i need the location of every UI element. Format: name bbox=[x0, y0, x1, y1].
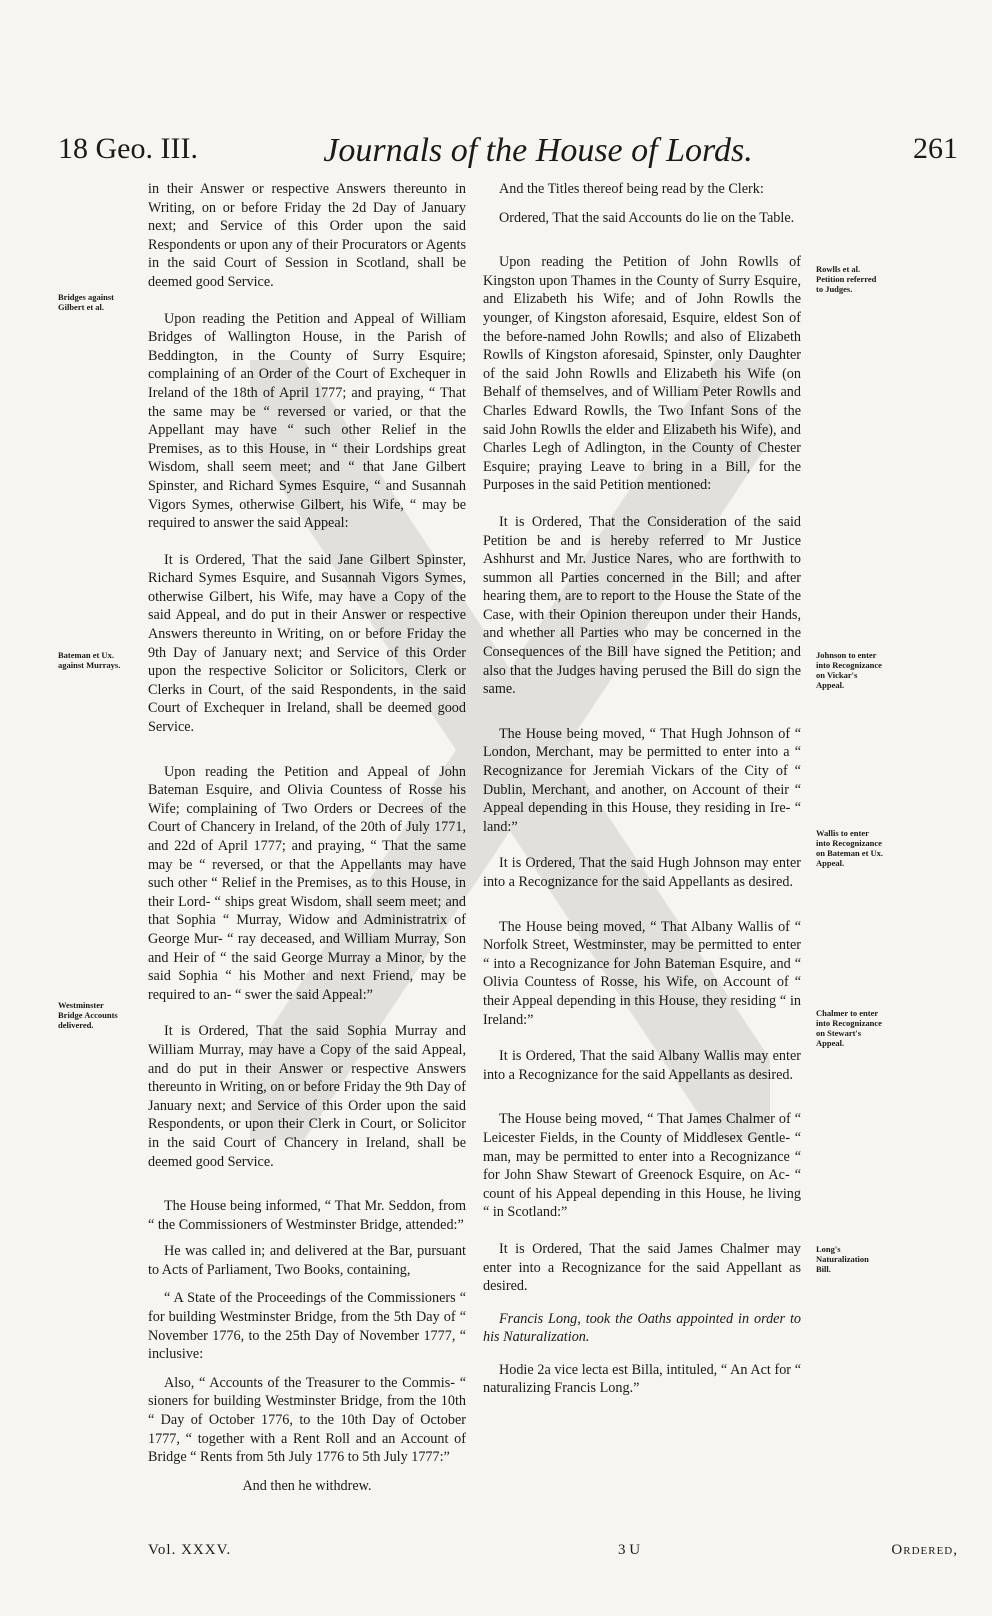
page-number: 261 bbox=[913, 132, 958, 165]
paragraph: And the Titles thereof being read by the Clerk: bbox=[499, 181, 764, 197]
paragraph: “ A State of the Proceedings of the Commissioners “ for building Westminster Bridge, from the 5th Day of “ November 1776, to the 25th Day of November 1777, “ inclusive: bbox=[148, 1290, 466, 1363]
margin-note: Bateman et Ux. against Murrays. bbox=[58, 650, 121, 670]
paragraph: in their Answer or respective Answers thereunto in Writing, on or before Friday the 2d Day of January next; and Service of this Order upon the said Respondents or upon any of their Procurators or Agents in the said Court of Session in Scotland, shall be deemed good Service. bbox=[148, 181, 466, 290]
margin-note: Wallis to enter into Recognizance on Bateman et Ux. Appeal. bbox=[816, 828, 884, 868]
paragraph: It is Ordered, That the said Sophia Murray and William Murray, may have a Copy of the said Appeal, and do put in their Answer or respective Answers thereunto in Writing, on or before Friday the 9th Day of January next; and Service of this Order upon the said Respondents, or upon their Clerk in Court, or Solicitor in the said Court of Chancery in Ireland, shall be deemed good Service. bbox=[148, 1023, 466, 1170]
signature-mark: 3 U bbox=[618, 1542, 641, 1558]
margin-note: Johnson to enter into Recognizance on Vickar's Appeal. bbox=[816, 650, 882, 690]
paragraph: Also, “ Accounts of the Treasurer to the Commis- “ sioners for building Westminster Bridge, from the 10th “ Day of October 1776, to the 10th Day of October 1777, “ together with a Rent Roll and an Account of Bridge “ Rents from 5th July 1776 to 5th July 1777:” bbox=[148, 1374, 466, 1466]
paragraph: Francis Long, took the Oaths appointed in order to his Naturalization. bbox=[483, 1310, 801, 1346]
paragraph: It is Ordered, That the Consideration of the said Petition be and is hereby referred to Mr Justice Ashhurst and Mr. Justice Nares, who are forthwith to summon all Parties concerned in the Bill; and after hearing them, are to report to the House the State of the Case, with their Opinion thereupon under their Hands, and whether all Parties who may be concerned in the Consequences of the Bill have signed the Petition; and also that the Judges having perused the Bill do sign the same. bbox=[483, 513, 801, 698]
paragraph: It is Ordered, That the said Hugh Johnson may enter into a Recognizance for the said Appellants as desired. bbox=[483, 855, 801, 890]
catchword: Ordered, bbox=[891, 1542, 958, 1558]
paragraph: Upon reading the Petition and Appeal of William Bridges of Wallington House, in the Parish of Beddington, in the County of Surry Esquire; complaining of an Order of the Court of Exchequer in Ireland of the 18th of April 1777; and praying, “ That the same may be “ reversed or varied, or that the Appellant may have “ such other Relief in the Premises, as to this House, in “ their Lordships great Wisdom, shall seem meet; and “ that Jane Gilbert Spinster, and Richard Symes Esquire, “ and Susannah Vigors Symes, otherwise Gilbert, his Wife, “ may be required to answer the said Appeal: bbox=[148, 310, 466, 532]
volume-number: Vol. XXXV. bbox=[148, 1542, 232, 1558]
right-column bbox=[483, 180, 801, 1416]
paragraph: The House being moved, “ That James Chalmer of “ Leicester Fields, in the County of Middlesex Gentle- “ man, may be permitted to enter into a Recognizance “ for John Shaw Stewart of Greenock Esquire, on Ac- “ count of his Appeal depending in this House, he living “ in Scotland:” bbox=[483, 1111, 801, 1221]
paragraph: Upon reading the Petition and Appeal of John Bateman Esquire, and Olivia Countess of Rosse his Wife; complaining of Two Orders or Decrees of the Court of Chancery in Ireland, of the 20th of July 1771, and 22d of April 1777; and praying, “ That the same may be “ reversed, or that the Appellants may have such other “ Relief in the Premises, as to this House, in their Lord- “ ships great Wisdom, shall seem meet; and that Sophia “ Murray, Widow and Administratrix of George Mur- “ ray deceased, and William Murray, Son and Heir of “ the said George Murray a Minor, by the said Sophia “ his Mother and next Friend, may be required to an- “ swer the said Appeal:” bbox=[148, 763, 466, 1003]
journal-title: Journals of the House of Lords. bbox=[323, 132, 753, 169]
page-header bbox=[58, 132, 958, 176]
page-footer bbox=[148, 1542, 958, 1566]
regnal-year: 18 Geo. III. bbox=[58, 132, 198, 165]
paragraph: It is Ordered, That the said Albany Wallis may enter into a Recognizance for the said Appellants as desired. bbox=[483, 1048, 801, 1083]
paragraph: The House being informed, “ That Mr. Seddon, from “ the Commissioners of Westminster Bridge, attended:” bbox=[148, 1198, 466, 1233]
paragraph: Ordered, That the said Accounts do lie on the Table. bbox=[499, 209, 795, 226]
paragraph: It is Ordered, That the said Jane Gilbert Spinster, Richard Symes Esquire, and Susannah Vigors Symes, otherwise Gilbert, his Wife, may have a Copy of the said Appeal, and do put in their Answer or respective Answers thereunto in Writing, on or before Friday the 9th Day of January next; and Service of this Order upon the respective Solicitor or Solicitors, Clerk or Clerks in Court, of the said Respondents, in the said Court of Exchequer in Ireland, shall be deemed good Service. bbox=[148, 551, 466, 736]
margin-note: Chalmer to enter into Recognizance on Stewart's Appeal. bbox=[816, 1008, 882, 1048]
left-column bbox=[148, 180, 466, 1513]
margin-note: Bridges against Gilbert et al. bbox=[58, 292, 114, 312]
paragraph: And then he withdrew. bbox=[242, 1477, 372, 1494]
margin-note: Rowlls et al. Petition referred to Judges. bbox=[816, 264, 877, 294]
paragraph: Hodie 2a vice lecta est Billa, intituled, “ An Act for “ naturalizing Francis Long.” bbox=[483, 1361, 801, 1397]
margin-note: Westminster Bridge Accounts delivered. bbox=[58, 1000, 118, 1030]
paragraph: Upon reading the Petition of John Rowlls of Kingston upon Thames in the County of Surry Esquire, and Elizabeth his Wife; and of John Rowlls the younger, of Kingston aforesaid, Esquire, eldest Son of the before-named John Rowlls; and also of Elizabeth Rowlls of Kingston aforesaid, Spinster, only Daughter of the said John Rowlls and Elizabeth his Wife (on Behalf of themselves, and of William Peter Rowlls and Charles Edward Rowlls, the Two Infant Sons of the said John Rowlls the elder and Elizabeth his Wife), and Charles Legh of Adlington, in the County of Chester Esquire; praying Leave to bring in a Bill, for the Purposes in the said Petition mentioned: bbox=[483, 254, 801, 494]
paragraph: He was called in; and delivered at the Bar, pursuant to Acts of Parliament, Two Books, containing, bbox=[148, 1243, 466, 1278]
paragraph: The House being moved, “ That Albany Wallis of “ Norfolk Street, Westminster, may be permitted to enter “ into a Recognizance for John Bateman Esquire, and “ Olivia Countess of Rosse, his Wife, on Account of “ their Appeal depending in this House, they residing “ in Ireland:” bbox=[483, 918, 801, 1028]
paragraph: It is Ordered, That the said James Chalmer may enter into a Recognizance for the said Appellant as desired. bbox=[483, 1240, 801, 1295]
paragraph: The House being moved, “ That Hugh Johnson of “ London, Merchant, may be permitted to enter into a “ Recognizance for Jeremiah Vickars of the City of “ Dublin, Merchant, and another, on Account of their “ Appeal depending in this House, they residing in Ire- “ land:” bbox=[483, 725, 801, 835]
margin-note: Long's Naturalization Bill. bbox=[816, 1244, 869, 1274]
